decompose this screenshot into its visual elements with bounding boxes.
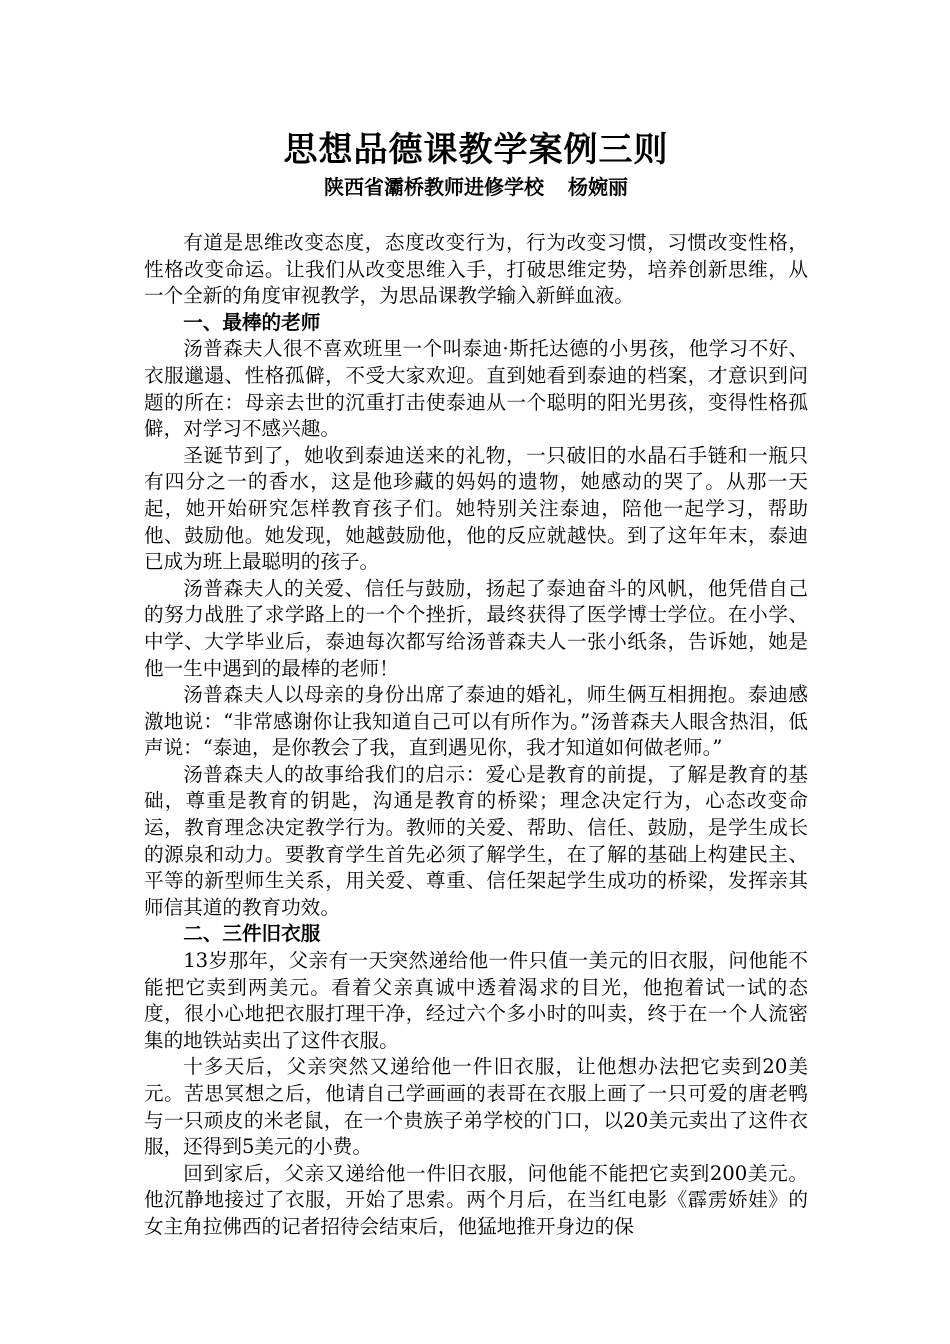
body-paragraph: 汤普森夫人以母亲的身份出席了泰迪的婚礼，师生俩互相拥抱。泰迪感激地说：“非常感谢你让我知道自己可以有所作为。”汤普森夫人眼含热泪，低声说：“泰迪，是你教会了我，直到遇见你，我才知道如何做老师。” xyxy=(144,683,808,760)
body-paragraph: 圣诞节到了，她收到泰迪送来的礼物，一只破旧的水晶石手链和一瓶只有四分之一的香水，这是他珍藏的妈妈的遗物，她感动的哭了。从那一天起，她开始研究怎样教育孩子们。她特别关注泰迪，陪他一起学习，帮助他、鼓励他。她发现，她越鼓励他，他的反应就越快。到了这年年末，泰迪已成为班上最聪明的孩子。 xyxy=(144,443,808,574)
section-1 xyxy=(144,310,808,922)
author-name: 杨婉丽 xyxy=(568,175,628,199)
author-school: 陕西省灞桥教师进修学校 xyxy=(324,175,544,199)
document-title: 思想品德课教学案例三则 xyxy=(283,130,669,170)
body-paragraph: 回到家后，父亲又递给他一件旧衣服，问他能不能把它卖到200美元。他沉静地接过了衣服，开始了思索。两个月后，在当红电影《霹雳娇娃》的女主角拉佛西的记者招待会结束后，他猛地推开身边的保 xyxy=(144,1161,808,1238)
body-paragraph: 汤普森夫人很不喜欢班里一个叫泰迪·斯托达德的小男孩，他学习不好、衣服邋遢、性格孤僻，不受大家欢迎。直到她看到泰迪的档案，才意识到问题的所在：母亲去世的沉重打击使泰迪从一个聪明的阳光男孩，变得性格孤僻，对学习不感兴趣。 xyxy=(144,337,808,441)
section-2 xyxy=(144,921,808,1240)
body-paragraph: 汤普森夫人的故事给我们的启示：爱心是教育的前提，了解是教育的基础，尊重是教育的钥匙，沟通是教育的桥梁；理念决定行为，心态改变命运，教育理念决定教学行为。教师的关爱、帮助、信任、鼓励，是学生成长的源泉和动力。要教育学生首先必须了解学生，在了解的基础上构建民主、平等的新型师生关系，用关爱、尊重、信任架起学生成功的桥梁，发挥亲其师信其道的教育功效。 xyxy=(144,762,808,919)
body-paragraph: 13岁那年，父亲有一天突然递给他一件只值一美元的旧衣服，问他能不能把它卖到两美元。看着父亲真诚中透着渴求的目光，他抱着试一试的态度，很小心地把衣服打理干净，经过六个多小时的叫卖，终于在一个人流密集的地铁站卖出了这件衣服。 xyxy=(144,949,808,1052)
body-paragraph: 汤普森夫人的关爱、信任与鼓励，扬起了泰迪奋斗的风帆，他凭借自己的努力战胜了求学路上的一个个挫折，最终获得了医学博士学位。在小学、中学、大学毕业后，泰迪每次都写给汤普森夫人一张小纸条，告诉她，她是他一生中遇到的最棒的老师！ xyxy=(144,576,808,680)
body-paragraph: 十多天后，父亲突然又递给他一件旧衣服，让他想办法把它卖到20美元。苦思冥想之后，他请自己学画画的表哥在衣服上画了一只可爱的唐老鸭与一只顽皮的米老鼠，在一个贵族子弟学校的门口，以20美元卖出了这件衣服，还得到5美元的小费。 xyxy=(144,1055,808,1159)
section-heading: 一、最棒的老师 xyxy=(183,310,321,334)
intro-paragraph: 有道是思维改变态度，态度改变行为，行为改变习惯，习惯改变性格，性格改变命运。让我们从改变思维入手，打破思维定势，培养创新思维，从一个全新的角度审视教学，为思品课教学输入新鲜血液。 xyxy=(144,231,808,308)
section-heading: 二、三件旧衣服 xyxy=(183,922,321,946)
author-line xyxy=(144,172,808,202)
document-page xyxy=(144,128,808,1241)
